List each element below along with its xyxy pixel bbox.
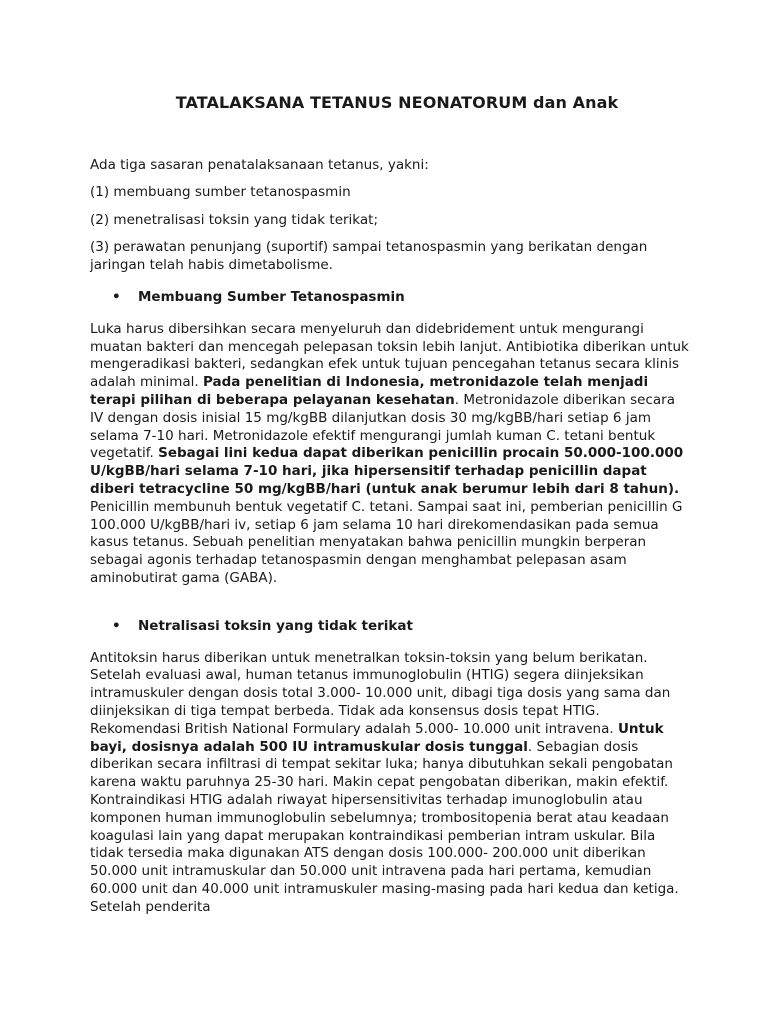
bullet-icon: •	[112, 288, 121, 305]
goal-item: (2) menetralisasi toksin yang tidak terikat;	[90, 211, 379, 228]
section-paragraph	[90, 650, 690, 917]
goal-item: (3) perawatan penunjang (suportif) sampai tetanospasmin yang berikatan dengan jaringan telah habis dimetabolisme.	[90, 239, 648, 274]
goal-item: (1) membuang sumber tetanospasmin	[90, 183, 351, 200]
paragraph-segment-bold: Pada penelitian di Indonesia, metronidazole telah menjadi terapi pilihan di beberapa pelayanan kesehatan	[90, 374, 649, 408]
paragraph-segment: Luka harus dibersihkan secara menyeluruh dan didebridement untuk mengurangi muatan bakteri dan mencegah pelepasan toksin lebih lanjut. Antibiotika diberikan untuk mengeradikasi bakteri, sedangkan efek untuk tujuan pencegahan tetanus secara klinis adalah minimal.	[90, 320, 689, 391]
paragraph-segment: Antitoksin harus diberikan untuk menetralkan toksin-toksin yang belum berikatan. Setelah evaluasi awal, human tetanus immunoglobulin (HTIG) segera diinjeksikan intramuskuler dengan dosis total 3.000- 10.000 unit, dibagi tiga dosis yang sama dan diinjeksikan di tiga tempat berbeda. Tidak ada konsensus dosis tepat HTIG. Rekomendasi British National Formulary adalah 5.000- 10.000 unit intravena.	[90, 649, 671, 737]
section-heading	[112, 618, 690, 636]
section-heading-text: Membuang Sumber Tetanospasmin	[138, 288, 405, 305]
section-heading	[112, 289, 690, 307]
section-heading-text: Netralisasi toksin yang tidak terikat	[138, 617, 413, 634]
bullet-icon: •	[112, 617, 121, 634]
paragraph-segment: Penicillin membunuh bentuk vegetatif C. tetani. Sampai saat ini, pemberian penicillin G 100.000 U/kgBB/hari iv, setiap 6 jam selama 10 hari direkomendasikan pada semua kasus tetanus. Sebuah penelitian menyatakan bahwa penicillin mungkin berperan sebagai agonis terhadap tetanospasmin dengan menghambat pelepasan asam aminobutirat gama (GABA).	[90, 498, 683, 586]
section-paragraph	[90, 321, 690, 588]
intro-text: Ada tiga sasaran penatalaksanaan tetanus, yakni:	[90, 157, 429, 173]
paragraph-segment-bold: Sebagai lini kedua dapat diberikan penicillin procain 50.000-100.000 U/kgBB/hari selama 7-10 hari, jika hipersensitif terhadap penicillin dapat diberi tetracycline 50 mg/kgBB/hari (untuk anak berumur lebih dari 8 tahun).	[90, 445, 684, 497]
document-page	[90, 93, 690, 934]
paragraph-segment: . Metronidazole diberikan secara IV dengan dosis inisial 15 mg/kgBB dilanjutkan dosis 30 mg/kgBB/hari setiap 6 jam selama 7-10 hari. Metronidazole efektif mengurangi jumlah kuman C. tetani bentuk vegetatif.	[90, 391, 676, 462]
document-title: TATALAKSANA TETANUS NEONATORUM dan Anak	[175, 93, 619, 112]
paragraph-segment: . Sebagian dosis diberikan secara infiltrasi di tempat sekitar luka; hanya dibutuhkan sekali pengobatan karena waktu paruhnya 25-30 hari. Makin cepat pengobatan diberikan, makin efektif. Kontraindikasi HTIG adalah riwayat hipersensitivitas terhadap imunoglobulin atau komponen human immunoglobulin sebelumnya; trombositopenia berat atau keadaan koagulasi lain yang dapat merupakan kontraindikasi pemberian intram uskular. Bila tidak tersedia maka digunakan ATS dengan dosis 100.000- 200.000 unit diberikan 50.000 unit intramuskular dan 50.000 unit intravena pada hari pertama, kemudian 60.000 unit dan 40.000 unit intramuskuler masing-masing pada hari kedua dan ketiga. Setelah penderita	[90, 738, 679, 915]
paragraph-segment-bold: Untuk bayi, dosisnya adalah 500 IU intramuskular dosis tunggal	[90, 720, 664, 755]
